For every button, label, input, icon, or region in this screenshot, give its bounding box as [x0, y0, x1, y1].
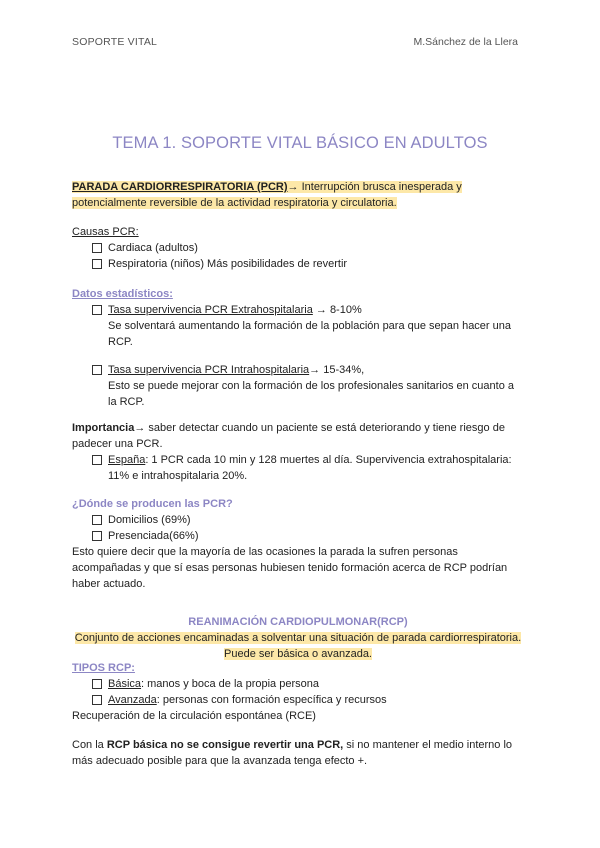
importancia-line2: padecer una PCR.: [72, 438, 163, 450]
causas-item: [72, 240, 524, 256]
tipos-section: [72, 660, 524, 724]
final-post: si no mantener el medio interno lo: [343, 739, 513, 751]
checkbox[interactable]: [92, 455, 102, 465]
rce-line: Recuperación de la circulación espontánea (RCE): [72, 710, 316, 722]
header-left: SOPORTE VITAL: [72, 36, 158, 48]
causas-heading: Causas PCR:: [72, 226, 139, 238]
donde-para-line1: Esto quiere decir que la mayoría de las ocasiones la parada la sufren personas: [72, 546, 458, 558]
pcr-def-line2: potencialmente reversible de la actividad respiratoria y circulatoria.: [72, 197, 397, 209]
datos-intra-block: [72, 362, 524, 410]
rcp-line2: Puede ser básica o avanzada.: [224, 648, 372, 660]
donde-heading: ¿Dónde se producen las PCR?: [72, 498, 233, 510]
datos-extra-label: Tasa supervivencia PCR Extrahospitalaria: [108, 304, 313, 316]
datos-heading: Datos estadísticos:: [72, 288, 173, 300]
checkbox[interactable]: [92, 679, 102, 689]
donde-item-label: Presenciada(66%): [108, 530, 199, 542]
rcp-section: [72, 614, 524, 662]
basica-text: : manos y boca de la propia persona: [141, 678, 319, 690]
avanzada-text: : personas con formación específica y recursos: [156, 694, 387, 706]
checkbox[interactable]: [92, 515, 102, 525]
page-title: TEMA 1. SOPORTE VITAL BÁSICO EN ADULTOS: [112, 134, 488, 152]
donde-section: [72, 496, 524, 592]
donde-item: [72, 512, 524, 528]
final-paragraph: [72, 737, 524, 769]
checkbox[interactable]: [92, 365, 102, 375]
donde-para-line2: acompañadas y que sí esas personas hubiesen tenido formación acerca de RCP podrían: [72, 562, 508, 574]
importancia-line1: → saber detectar cuando un paciente se está deteriorando y tiene riesgo de: [134, 422, 505, 434]
tipos-basica: [72, 676, 524, 692]
datos-extra-line2: Se solventará aumentando la formación de la población para que sepan hacer una: [108, 320, 511, 332]
causas-section: [72, 224, 524, 272]
causas-item: [72, 256, 524, 272]
tipos-heading: TIPOS RCP:: [72, 662, 135, 674]
importancia-term: Importancia: [72, 422, 135, 434]
final-bold: RCP básica no se consigue revertir una PCR,: [106, 739, 344, 751]
final-pre: Con la: [72, 739, 107, 751]
datos-intra-line3: la RCP.: [108, 396, 145, 408]
pcr-definition: [72, 179, 524, 211]
checkbox[interactable]: [92, 695, 102, 705]
donde-para-line3: haber actuado.: [72, 578, 146, 590]
rcp-heading: REANIMACIÓN CARDIOPULMONAR(RCP): [188, 616, 408, 628]
pcr-term: PARADA CARDIORRESPIRATORIA (PCR): [72, 181, 288, 193]
importancia-espana: [72, 452, 524, 484]
datos-intra-value: → 15-34%,: [309, 364, 365, 376]
espana-line1: : 1 PCR cada 10 min y 128 muertes al día. Supervivencia extrahospitalaria:: [145, 454, 512, 466]
datos-intra-label: Tasa supervivencia PCR Intrahospitalaria: [108, 364, 310, 376]
datos-extra-line3: RCP.: [108, 336, 133, 348]
rcp-line1: Conjunto de acciones encaminadas a solventar una situación de parada cardiorrespiratoria.: [74, 632, 522, 644]
pcr-arrow: →: [287, 181, 299, 193]
datos-intra-line2: Esto se puede mejorar con la formación de los profesionales sanitarios en cuanto a: [108, 380, 515, 392]
tipos-avanzada: [72, 692, 524, 708]
donde-item: [72, 528, 524, 544]
header-right: M.Sánchez de la Llera: [413, 36, 518, 48]
final-line2: más adecuado posible para que la avanzada tenga efecto +.: [72, 755, 368, 767]
donde-item-label: Domicilios (69%): [108, 514, 191, 526]
importancia-section: [72, 420, 524, 484]
avanzada-label: Avanzada: [108, 694, 157, 706]
pcr-def-line1: Interrupción brusca inesperada y: [298, 181, 462, 193]
basica-label: Básica: [108, 678, 142, 690]
causas-item-label: Respiratoria (niños) Más posibilidades de revertir: [108, 258, 348, 270]
checkbox[interactable]: [92, 243, 102, 253]
checkbox[interactable]: [92, 305, 102, 315]
datos-section: [72, 286, 524, 350]
datos-extra: [72, 302, 524, 350]
datos-intra: [72, 362, 524, 410]
datos-extra-value: → 8-10%: [312, 304, 362, 316]
espana-line2: 11% e intrahospitalaria 20%.: [108, 470, 248, 482]
checkbox[interactable]: [92, 531, 102, 541]
espana-label: España: [108, 454, 146, 466]
causas-item-label: Cardiaca (adultos): [108, 242, 198, 254]
checkbox[interactable]: [92, 259, 102, 269]
